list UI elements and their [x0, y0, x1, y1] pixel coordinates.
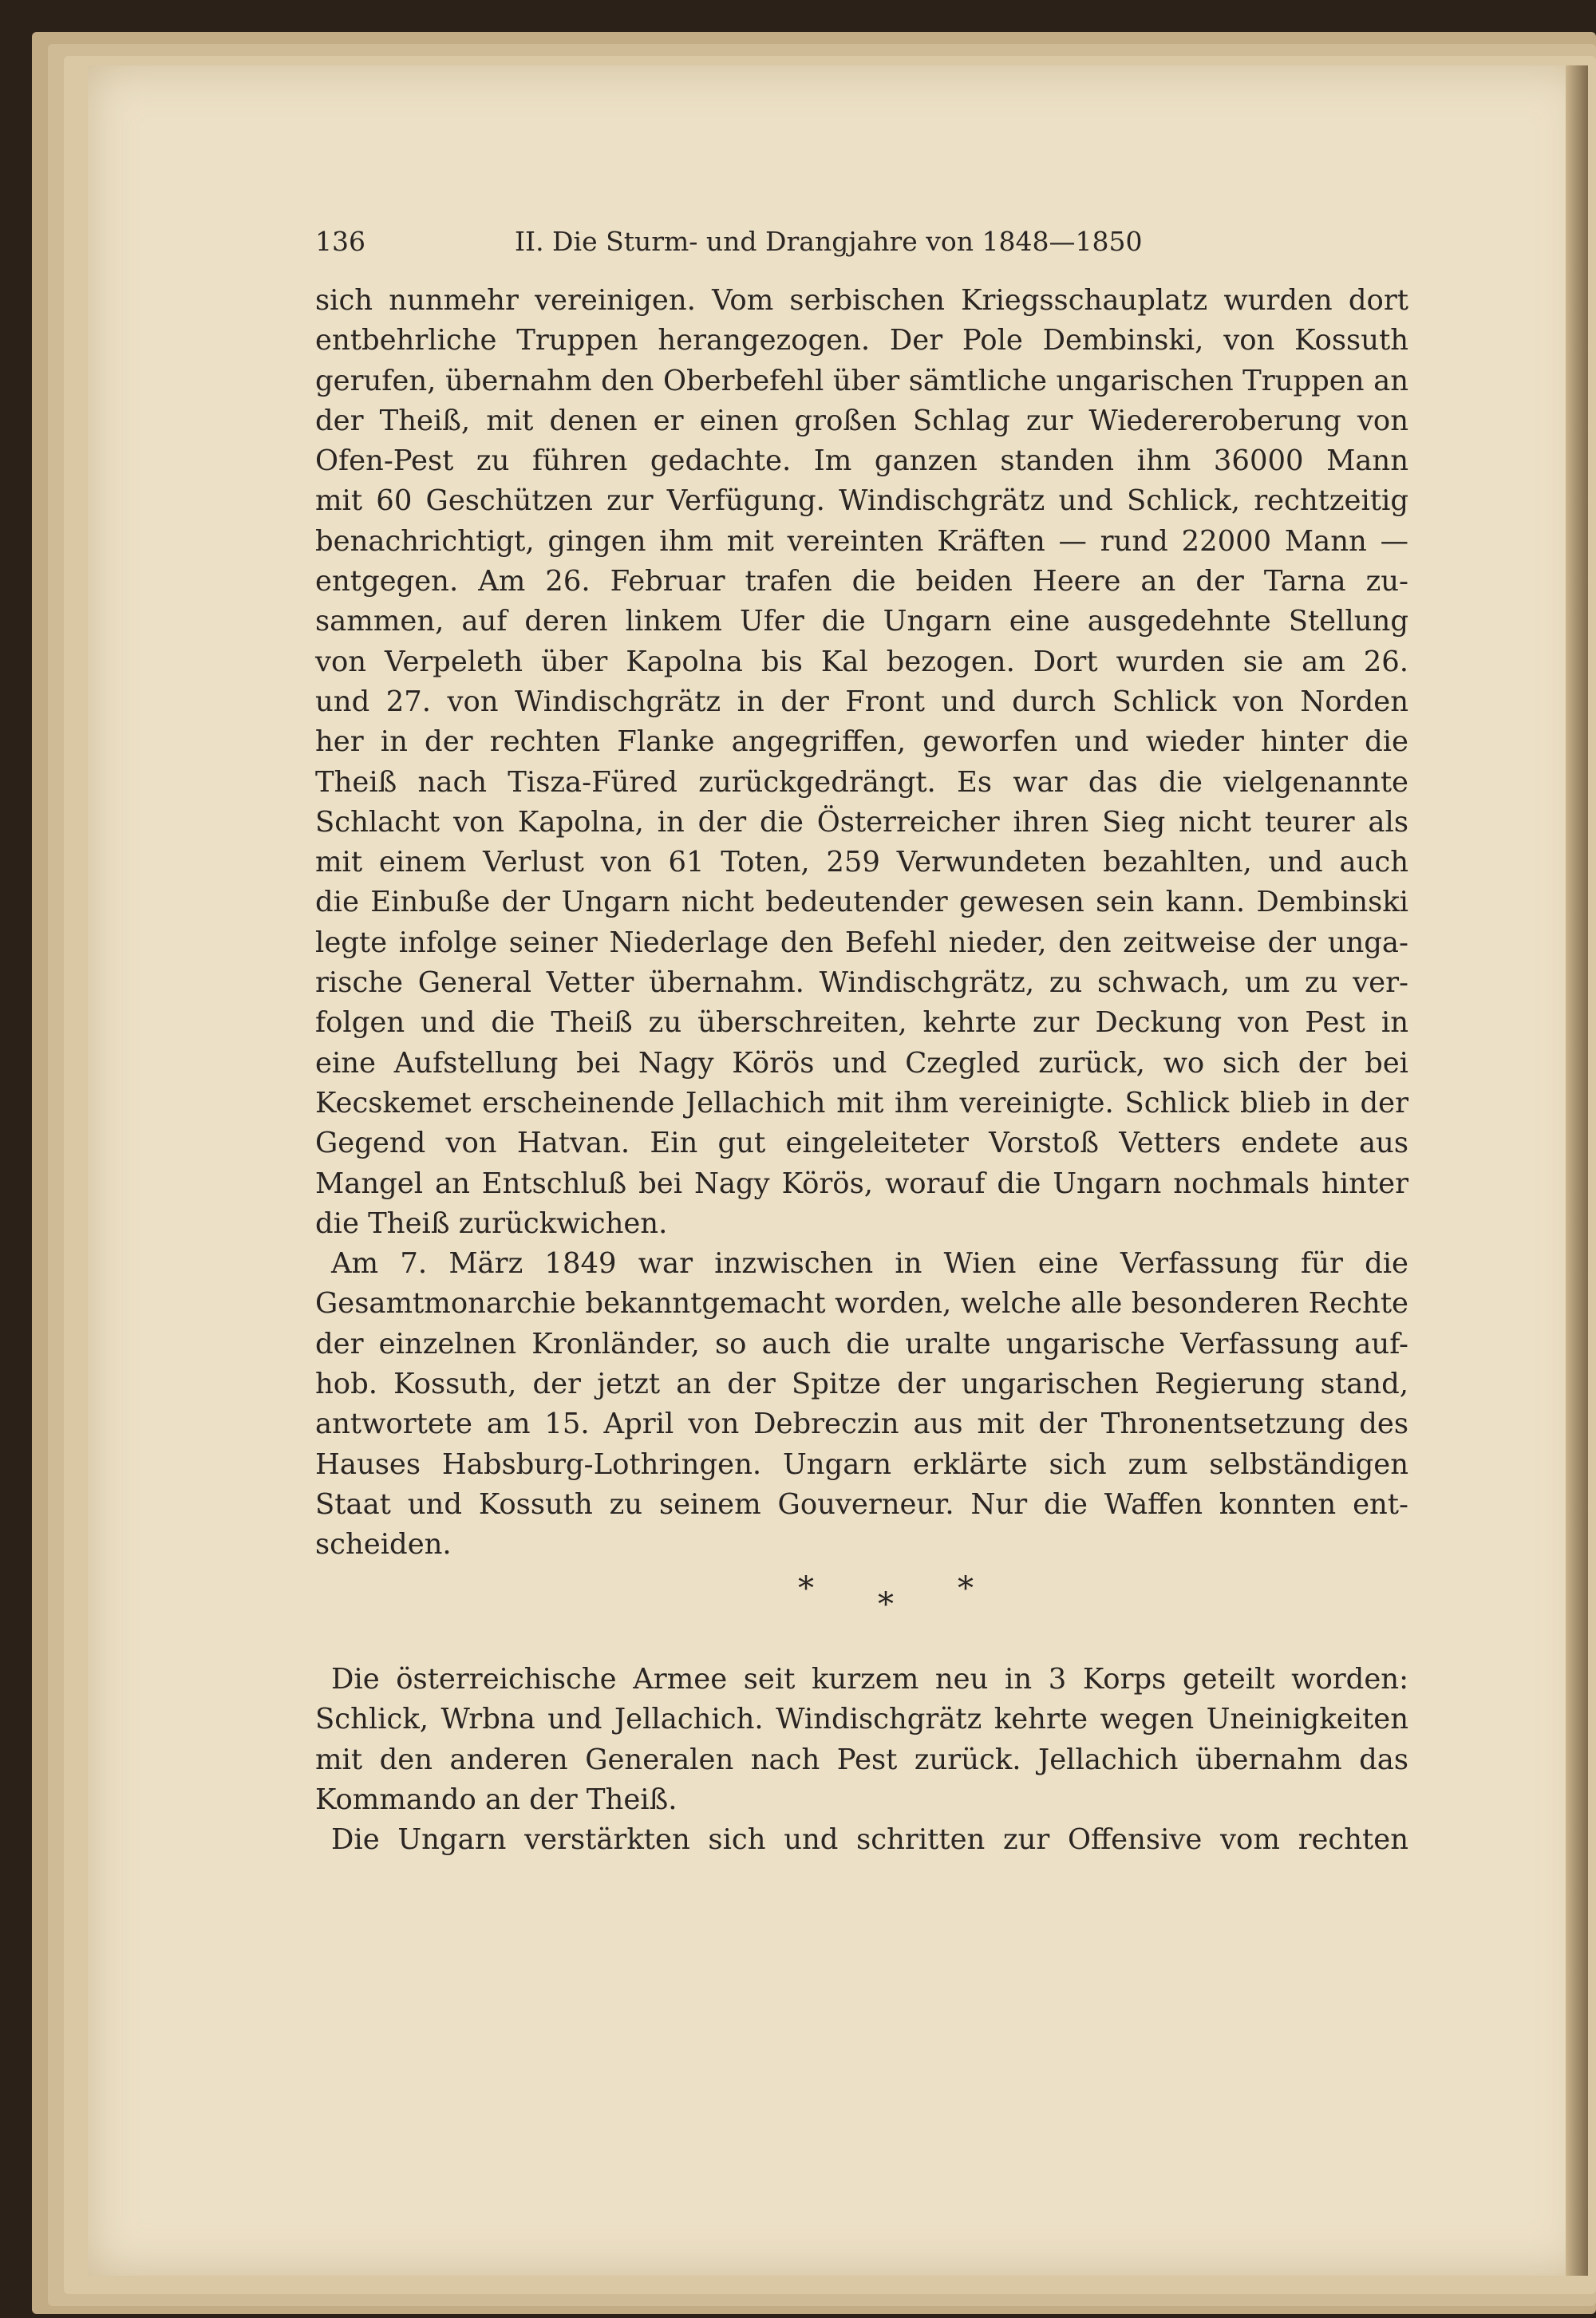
text-line: hob. Kossuth, der jetzt an der Spitze der ungarischen Regierung stand,	[315, 1368, 1408, 1401]
text-line: die Theiß zurückwichen.	[315, 1206, 668, 1240]
text-line: Hauses Habsburg-Lothringen. Ungarn erklärte sich zum selbständigen	[315, 1447, 1408, 1481]
text-line: entbehrliche Truppen herangezogen. Der Pole Dembinski, von Kossuth	[315, 324, 1408, 357]
text-line: her in der rechten Flanke angegriffen, geworfen und wieder hinter die	[315, 725, 1408, 759]
text-line: scheiden.	[315, 1528, 452, 1562]
text-line: antwortete am 15. April von Debreczin aus mit der Thronentsetzung des	[315, 1408, 1408, 1441]
text-line: Schlick, Wrbna und Jellachich. Windischgrätz kehrte wegen Uneinigkeiten	[315, 1703, 1408, 1736]
section-asterism	[790, 1570, 998, 1626]
text-line: Mangel an Entschluß bei Nagy Körös, worauf die Ungarn nochmals hinter	[315, 1167, 1408, 1200]
text-line: Kommando an der Theiß.	[315, 1783, 678, 1816]
text-line: von Verpeleth über Kapolna bis Kal bezogen. Dort wurden sie am 26.	[315, 645, 1408, 678]
text-line: entgegen. Am 26. Februar trafen die beiden Heere an der Tarna zu-	[315, 565, 1408, 598]
text-line: Ofen-Pest zu führen gedachte. Im ganzen standen ihm 36000 Mann	[315, 444, 1408, 478]
text-line: Die österreichische Armee seit kurzem neu in 3 Korps geteilt worden:	[331, 1663, 1408, 1696]
page-header	[315, 226, 1408, 261]
text-line: sich nunmehr vereinigen. Vom serbischen Kriegsschauplatz wurden dort	[315, 284, 1408, 317]
text-line: mit 60 Geschützen zur Verfügung. Windischgrätz und Schlick, rechtzeitig	[315, 484, 1408, 518]
text-line: mit einem Verlust von 61 Toten, 259 Verwundeten bezahlten, und auch	[315, 846, 1408, 879]
asterisk: *	[878, 1586, 894, 1623]
asterisk: *	[798, 1570, 814, 1607]
text-line: mit den anderen Generalen nach Pest zurück. Jellachich übernahm das	[315, 1743, 1408, 1776]
page-number: 136	[315, 226, 365, 257]
text-line: die Einbuße der Ungarn nicht bedeutender gewesen sein kann. Dembinski	[315, 886, 1408, 919]
book-gutter	[1566, 65, 1588, 2276]
body-text	[315, 281, 1408, 1566]
text-line: gerufen, übernahm den Oberbefehl über sämtliche ungarischen Truppen an	[315, 364, 1408, 397]
running-head: II. Die Sturm- und Drangjahre von 1848—1850	[515, 226, 1143, 257]
text-line: der Theiß, mit denen er einen großen Schlag zur Wiedereroberung von	[315, 404, 1408, 437]
text-line: der einzelnen Kronländer, so auch die uralte ungarische Verfassung auf-	[315, 1327, 1408, 1360]
text-line: eine Aufstellung bei Nagy Körös und Czegled zurück, wo sich der bei	[315, 1046, 1408, 1080]
text-line: benachrichtigt, gingen ihm mit vereinten Kräften — rund 22000 Mann —	[315, 524, 1408, 558]
text-line: Theiß nach Tisza-Füred zurückgedrängt. Es war das die vielgenannte	[315, 765, 1408, 799]
body-text-continued	[315, 1660, 1408, 1860]
text-line: Am 7. März 1849 war inzwischen in Wien eine Verfassung für die	[331, 1247, 1408, 1281]
asterisk: *	[958, 1570, 974, 1607]
text-line: Gesamtmonarchie bekanntgemacht worden, welche alle besonderen Rechte	[315, 1287, 1408, 1321]
text-line: und 27. von Windischgrätz in der Front und durch Schlick von Norden	[315, 685, 1408, 718]
text-line: Kecskemet erscheinende Jellachich mit ihm vereinigte. Schlick blieb in der	[315, 1086, 1408, 1120]
text-line: Gegend von Hatvan. Ein gut eingeleiteter Vorstoß Vetters endete aus	[315, 1127, 1408, 1160]
text-line: Die Ungarn verstärkten sich und schritten zur Offensive vom rechten	[331, 1823, 1408, 1857]
text-line: legte infolge seiner Niederlage den Befehl nieder, den zeitweise der unga-	[315, 926, 1408, 959]
text-line: Staat und Kossuth zu seinem Gouverneur. Nur die Waffen konnten ent-	[315, 1487, 1408, 1521]
text-line: rische General Vetter übernahm. Windischgrätz, zu schwach, um zu ver-	[315, 966, 1408, 1000]
text-line: folgen und die Theiß zu überschreiten, kehrte zur Deckung von Pest in	[315, 1006, 1408, 1040]
text-line: Schlacht von Kapolna, in der die Österreicher ihren Sieg nicht teurer als	[315, 805, 1408, 839]
text-line: sammen, auf deren linkem Ufer die Ungarn eine ausgedehnte Stellung	[315, 605, 1408, 638]
